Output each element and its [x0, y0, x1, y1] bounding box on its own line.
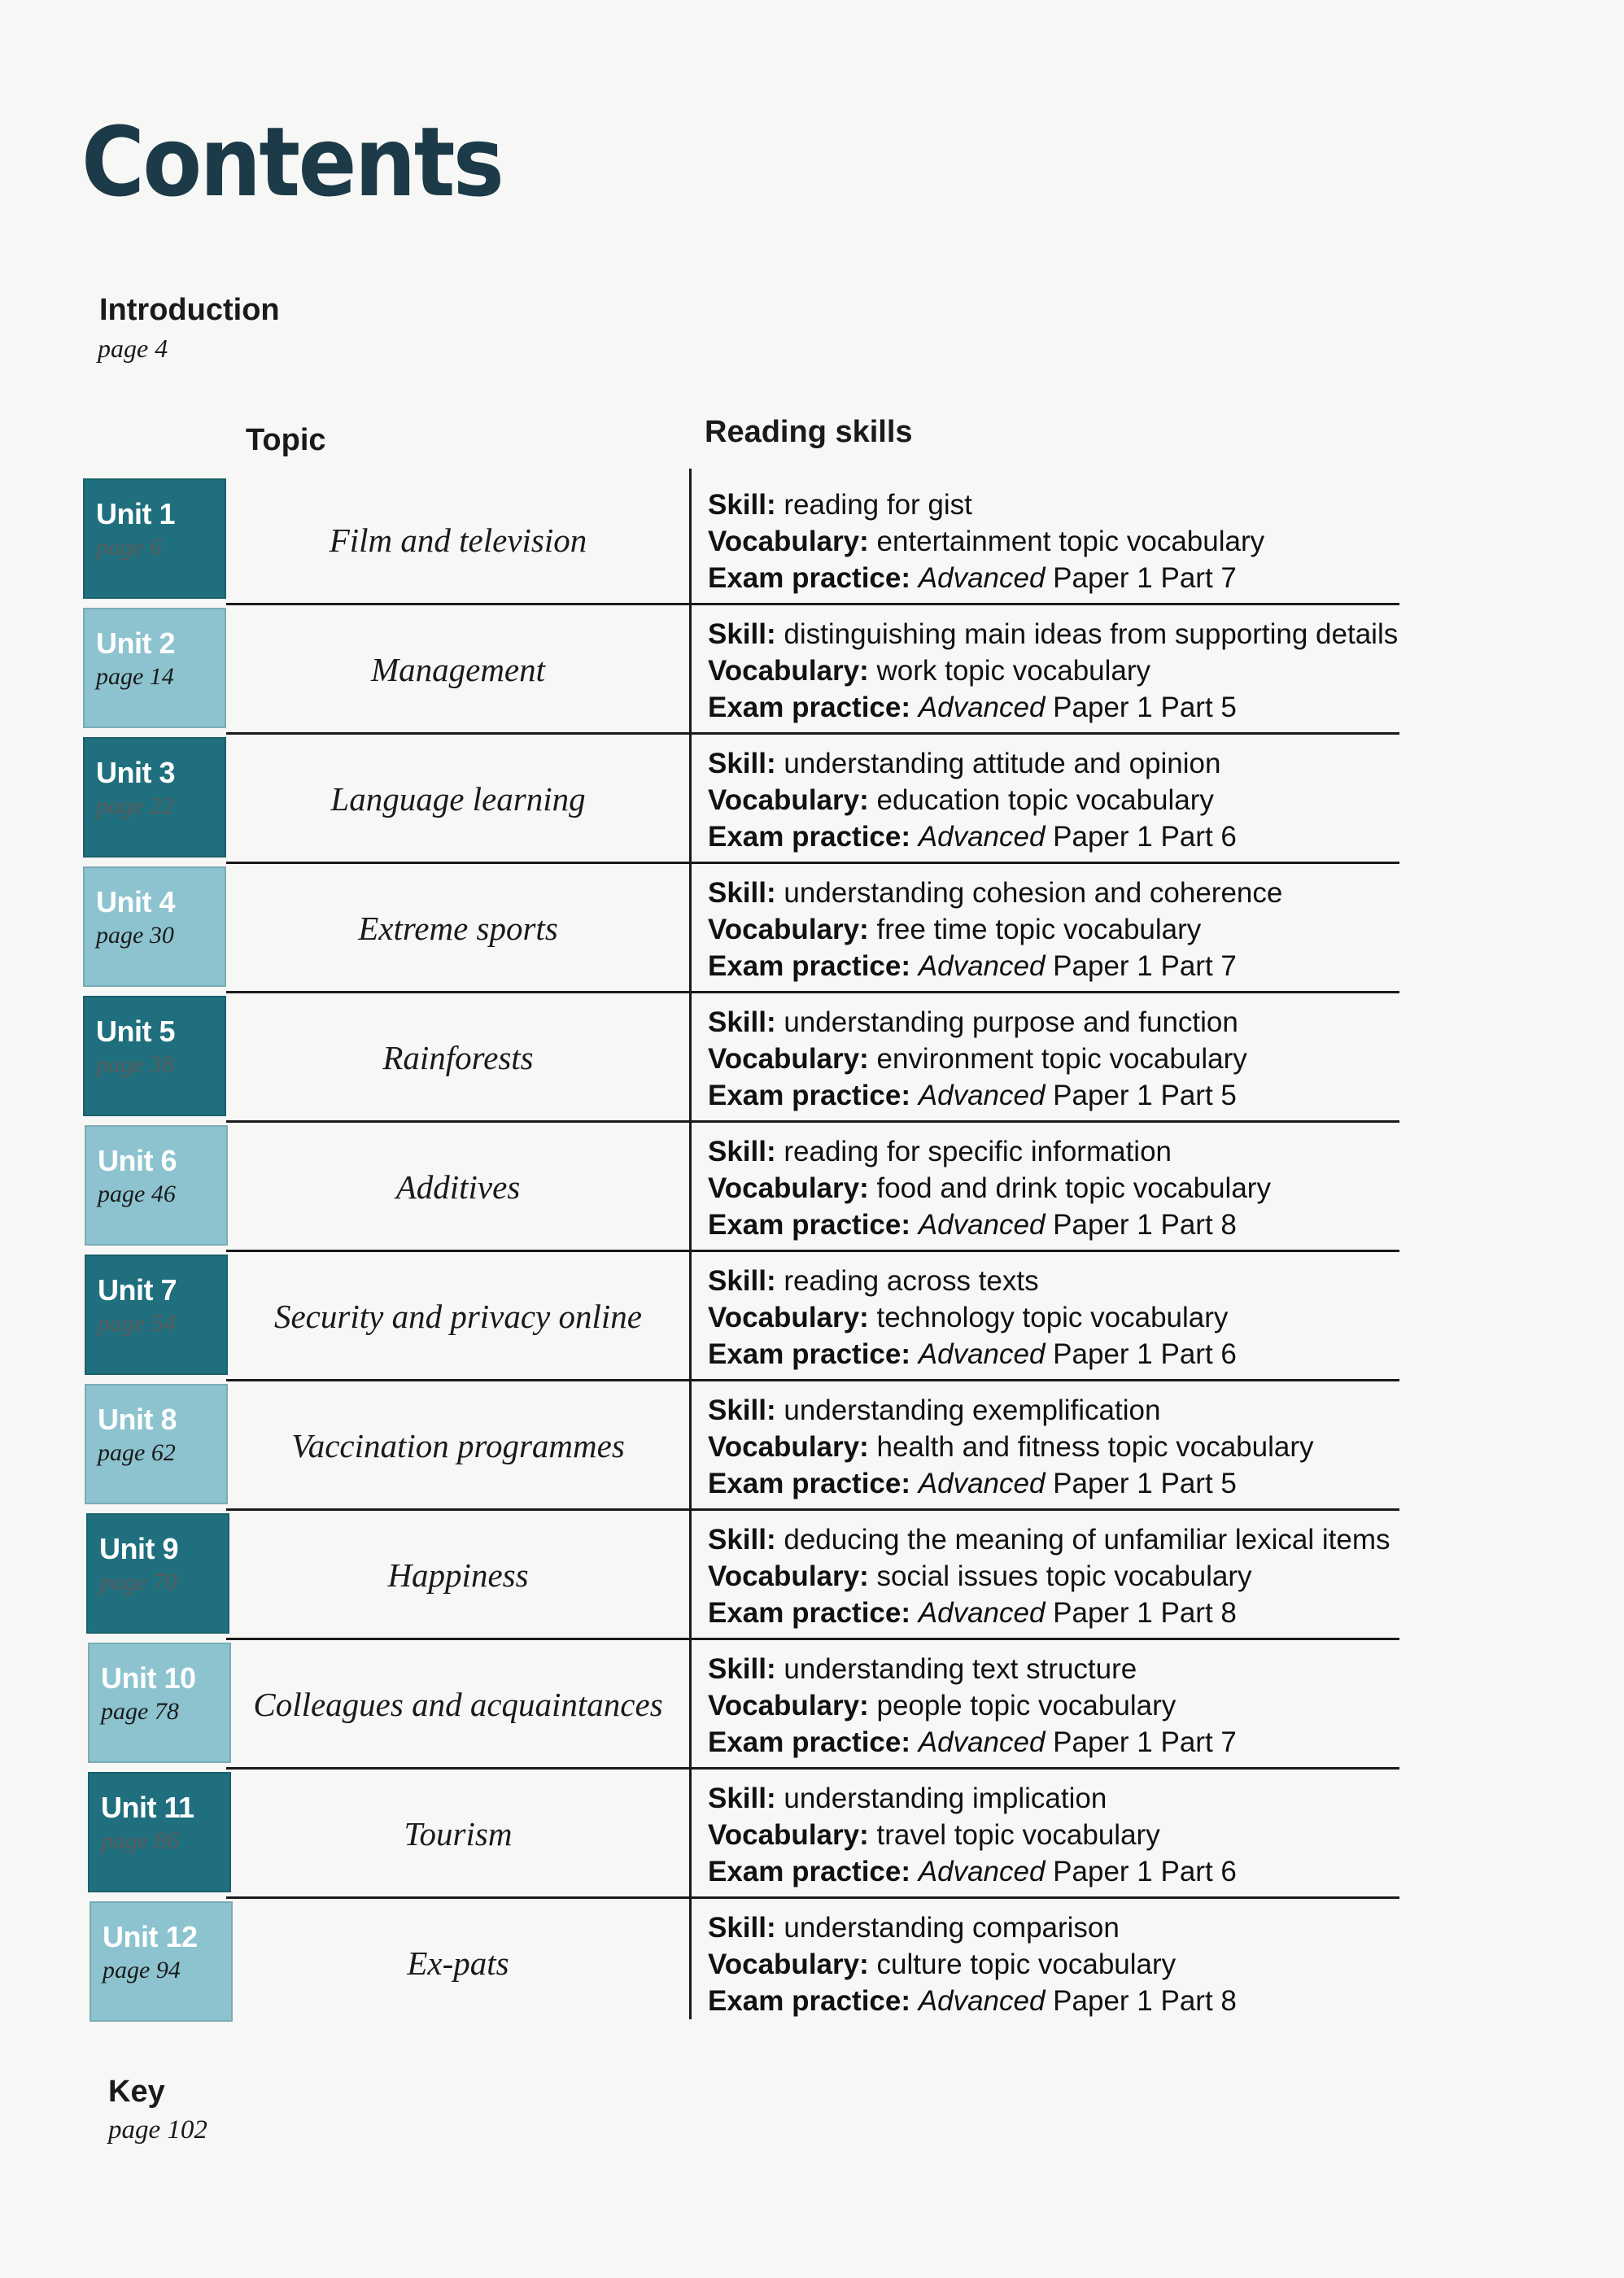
- vocabulary-label: Vocabulary:: [708, 526, 869, 557]
- skill-line: [708, 1651, 1562, 1687]
- unit-reading-skills: [708, 1780, 1562, 1890]
- unit-page: page 30: [96, 922, 174, 949]
- unit-label: Unit 3: [96, 756, 176, 789]
- unit-topic: Security and privacy online: [273, 1298, 642, 1335]
- vocabulary-line: [708, 1299, 1562, 1336]
- vocabulary-label: Vocabulary:: [708, 1949, 869, 1980]
- vocabulary-line: [708, 1041, 1562, 1077]
- skill-value: understanding attitude and opinion: [784, 748, 1221, 779]
- skill-line: [708, 1004, 1562, 1041]
- unit-label: Unit 4: [96, 885, 176, 919]
- unit-badge[interactable]: [83, 737, 226, 858]
- unit-reading-skills: [708, 1651, 1562, 1761]
- vocabulary-label: Vocabulary:: [708, 784, 869, 816]
- page-title: Contents: [81, 106, 503, 218]
- skill-value: distinguishing main ideas from supporting details: [784, 618, 1399, 650]
- skill-line: [708, 1909, 1562, 1946]
- exam-level: Advanced: [918, 562, 1046, 594]
- skill-label: Skill:: [708, 748, 776, 779]
- exam-practice-label: Exam practice:: [708, 950, 911, 982]
- exam-practice-line: [708, 1336, 1562, 1372]
- vocabulary-value: free time topic vocabulary: [876, 914, 1202, 945]
- skill-line: [708, 1521, 1562, 1558]
- unit-label: Unit 10: [101, 1661, 196, 1695]
- unit-reading-skills: [708, 1004, 1562, 1114]
- exam-level: Advanced: [918, 1726, 1046, 1758]
- exam-paper: Paper 1 Part 8: [1053, 1597, 1237, 1629]
- unit-badge[interactable]: [83, 866, 226, 987]
- exam-paper: Paper 1 Part 7: [1053, 562, 1237, 594]
- exam-paper: Paper 1 Part 6: [1053, 821, 1237, 853]
- unit-topic: Vaccination programmes: [291, 1427, 625, 1464]
- unit-label: Unit 11: [101, 1791, 194, 1824]
- exam-paper: Paper 1 Part 8: [1053, 1985, 1237, 2017]
- unit-label: Unit 7: [98, 1273, 177, 1307]
- reading-skills-column-header: Reading skills: [705, 415, 913, 449]
- skill-line: [708, 487, 1562, 523]
- vocabulary-label: Vocabulary:: [708, 1560, 869, 1592]
- unit-reading-skills: [708, 1133, 1562, 1243]
- unit-row[interactable]: [0, 1769, 1624, 1899]
- skill-label: Skill:: [708, 1006, 776, 1038]
- exam-practice-label: Exam practice:: [708, 821, 911, 853]
- vocabulary-value: entertainment topic vocabulary: [876, 526, 1265, 557]
- topic-column-header: Topic: [246, 423, 326, 457]
- skill-value: understanding implication: [784, 1783, 1107, 1814]
- unit-page: page 62: [98, 1439, 176, 1466]
- unit-row[interactable]: [0, 604, 1624, 735]
- skill-label: Skill:: [708, 489, 776, 521]
- unit-reading-skills: [708, 616, 1562, 726]
- vocabulary-line: [708, 523, 1562, 560]
- unit-reading-skills: [708, 1909, 1562, 2019]
- exam-practice-line: [708, 1983, 1562, 2019]
- unit-label: Unit 8: [98, 1403, 177, 1436]
- unit-row[interactable]: [0, 1251, 1624, 1381]
- unit-page: page 94: [103, 1957, 181, 1983]
- vocabulary-value: food and drink topic vocabulary: [876, 1172, 1271, 1204]
- exam-paper: Paper 1 Part 6: [1053, 1856, 1237, 1887]
- unit-label: Unit 9: [99, 1532, 179, 1565]
- unit-badge[interactable]: [83, 608, 226, 728]
- unit-row[interactable]: [0, 1381, 1624, 1511]
- vocabulary-line: [708, 1558, 1562, 1595]
- unit-row[interactable]: [0, 993, 1624, 1123]
- exam-level: Advanced: [918, 1209, 1046, 1241]
- unit-label: Unit 2: [96, 626, 176, 660]
- exam-practice-label: Exam practice:: [708, 1080, 911, 1111]
- exam-level: Advanced: [918, 1985, 1046, 2017]
- key-heading[interactable]: Key: [108, 2075, 165, 2109]
- unit-topic: Film and television: [329, 521, 587, 559]
- vocabulary-value: culture topic vocabulary: [876, 1949, 1177, 1980]
- unit-topic: Tourism: [404, 1815, 513, 1853]
- unit-topic: Happiness: [387, 1556, 529, 1594]
- unit-row[interactable]: [0, 1639, 1624, 1770]
- exam-paper: Paper 1 Part 7: [1053, 1726, 1237, 1758]
- skill-line: [708, 1263, 1562, 1299]
- unit-reading-skills: [708, 1392, 1562, 1502]
- vocabulary-line: [708, 911, 1562, 948]
- exam-practice-label: Exam practice:: [708, 692, 911, 723]
- skill-label: Skill:: [708, 618, 776, 650]
- introduction-page: page 4: [98, 334, 168, 363]
- exam-practice-label: Exam practice:: [708, 1597, 911, 1629]
- exam-practice-line: [708, 1077, 1562, 1114]
- vocabulary-label: Vocabulary:: [708, 655, 869, 687]
- unit-badge[interactable]: [85, 1384, 228, 1504]
- exam-level: Advanced: [918, 1856, 1046, 1887]
- unit-badge[interactable]: [85, 1125, 228, 1246]
- unit-page: page 78: [101, 1698, 179, 1725]
- unit-page: page 54: [98, 1310, 176, 1337]
- exam-level: Advanced: [918, 692, 1046, 723]
- unit-row[interactable]: [0, 1122, 1624, 1252]
- unit-badge[interactable]: [85, 1255, 228, 1375]
- skill-label: Skill:: [708, 1136, 776, 1167]
- vocabulary-label: Vocabulary:: [708, 914, 869, 945]
- exam-practice-label: Exam practice:: [708, 1338, 911, 1370]
- unit-reading-skills: [708, 875, 1562, 984]
- unit-page: page 38: [96, 1051, 174, 1078]
- exam-paper: Paper 1 Part 7: [1053, 950, 1237, 982]
- vocabulary-label: Vocabulary:: [708, 1043, 869, 1075]
- unit-page: page 22: [96, 792, 174, 819]
- exam-practice-line: [708, 1595, 1562, 1631]
- exam-practice-line: [708, 1724, 1562, 1761]
- skill-value: understanding purpose and function: [784, 1006, 1238, 1038]
- exam-practice-label: Exam practice:: [708, 1209, 911, 1241]
- vocabulary-line: [708, 1687, 1562, 1724]
- unit-row[interactable]: [0, 1898, 1624, 2028]
- exam-paper: Paper 1 Part 5: [1053, 692, 1237, 723]
- unit-reading-skills: [708, 1263, 1562, 1372]
- exam-practice-line: [708, 818, 1562, 855]
- exam-level: Advanced: [918, 821, 1046, 853]
- skill-line: [708, 616, 1562, 652]
- unit-row[interactable]: [0, 475, 1624, 605]
- unit-badge[interactable]: [88, 1772, 231, 1892]
- unit-reading-skills: [708, 487, 1562, 596]
- vocabulary-label: Vocabulary:: [708, 1690, 869, 1722]
- unit-badge[interactable]: [83, 996, 226, 1116]
- vocabulary-label: Vocabulary:: [708, 1431, 869, 1463]
- vocabulary-line: [708, 1946, 1562, 1983]
- vocabulary-value: social issues topic vocabulary: [876, 1560, 1252, 1592]
- unit-topic: Additives: [395, 1168, 521, 1206]
- vocabulary-value: technology topic vocabulary: [876, 1302, 1229, 1333]
- exam-practice-label: Exam practice:: [708, 562, 911, 594]
- vocabulary-line: [708, 1817, 1562, 1853]
- exam-paper: Paper 1 Part 5: [1053, 1080, 1237, 1111]
- vocabulary-value: people topic vocabulary: [876, 1690, 1177, 1722]
- skill-value: reading for gist: [784, 489, 972, 521]
- skill-line: [708, 1780, 1562, 1817]
- unit-page: page 46: [98, 1180, 176, 1207]
- vocabulary-value: travel topic vocabulary: [876, 1819, 1160, 1851]
- unit-topic: Ex-pats: [407, 1944, 509, 1982]
- skill-value: understanding text structure: [784, 1653, 1137, 1685]
- exam-practice-label: Exam practice:: [708, 1468, 911, 1499]
- unit-label: Unit 12: [103, 1920, 198, 1953]
- skill-value: understanding cohesion and coherence: [784, 877, 1283, 909]
- skill-label: Skill:: [708, 1653, 776, 1685]
- unit-label: Unit 6: [98, 1144, 177, 1177]
- skill-label: Skill:: [708, 1524, 776, 1556]
- exam-practice-line: [708, 1207, 1562, 1243]
- vocabulary-value: health and fitness topic vocabulary: [876, 1431, 1314, 1463]
- unit-page: page 14: [96, 663, 174, 690]
- skill-label: Skill:: [708, 877, 776, 909]
- exam-level: Advanced: [918, 1468, 1046, 1499]
- vocabulary-line: [708, 782, 1562, 818]
- exam-practice-label: Exam practice:: [708, 1856, 911, 1887]
- vocabulary-value: work topic vocabulary: [876, 655, 1151, 687]
- vocabulary-value: environment topic vocabulary: [876, 1043, 1247, 1075]
- unit-page: page 6: [96, 534, 162, 561]
- exam-practice-label: Exam practice:: [708, 1726, 911, 1758]
- skill-label: Skill:: [708, 1912, 776, 1944]
- unit-topic: Management: [370, 651, 546, 688]
- exam-practice-line: [708, 948, 1562, 984]
- vocabulary-label: Vocabulary:: [708, 1172, 869, 1204]
- introduction-heading[interactable]: Introduction: [99, 293, 280, 327]
- unit-reading-skills: [708, 745, 1562, 855]
- unit-label: Unit 1: [96, 497, 176, 530]
- unit-reading-skills: [708, 1521, 1562, 1631]
- exam-level: Advanced: [918, 950, 1046, 982]
- skill-value: reading across texts: [784, 1265, 1039, 1297]
- exam-practice-line: [708, 1853, 1562, 1890]
- unit-page: page 86: [101, 1827, 179, 1854]
- skill-line: [708, 875, 1562, 911]
- exam-level: Advanced: [918, 1597, 1046, 1629]
- skill-value: reading for specific information: [784, 1136, 1172, 1167]
- exam-paper: Paper 1 Part 6: [1053, 1338, 1237, 1370]
- exam-paper: Paper 1 Part 8: [1053, 1209, 1237, 1241]
- unit-label: Unit 5: [96, 1015, 176, 1048]
- unit-badge[interactable]: [86, 1513, 229, 1634]
- unit-badge[interactable]: [83, 478, 226, 599]
- unit-badge[interactable]: [89, 1901, 233, 2022]
- skill-line: [708, 1133, 1562, 1170]
- vocabulary-label: Vocabulary:: [708, 1302, 869, 1333]
- vocabulary-line: [708, 1429, 1562, 1465]
- exam-practice-line: [708, 1465, 1562, 1502]
- key-page: page 102: [108, 2115, 207, 2145]
- exam-practice-line: [708, 689, 1562, 726]
- skill-line: [708, 745, 1562, 782]
- exam-practice-line: [708, 560, 1562, 596]
- skill-value: deducing the meaning of unfamiliar lexical items: [784, 1524, 1390, 1556]
- unit-page: page 70: [99, 1569, 177, 1595]
- unit-topic: Rainforests: [382, 1039, 534, 1076]
- exam-level: Advanced: [918, 1080, 1046, 1111]
- unit-topic: Colleagues and acquaintances: [253, 1686, 663, 1723]
- unit-row[interactable]: [0, 863, 1624, 993]
- skill-label: Skill:: [708, 1783, 776, 1814]
- skill-label: Skill:: [708, 1394, 776, 1426]
- exam-level: Advanced: [918, 1338, 1046, 1370]
- vocabulary-line: [708, 1170, 1562, 1207]
- unit-row[interactable]: [0, 734, 1624, 864]
- exam-practice-label: Exam practice:: [708, 1985, 911, 2017]
- skill-value: understanding exemplification: [784, 1394, 1161, 1426]
- vocabulary-line: [708, 652, 1562, 689]
- skill-line: [708, 1392, 1562, 1429]
- skill-label: Skill:: [708, 1265, 776, 1297]
- unit-topic: Extreme sports: [358, 910, 558, 947]
- unit-row[interactable]: [0, 1510, 1624, 1640]
- unit-topic: Language learning: [330, 780, 586, 818]
- unit-badge[interactable]: [88, 1643, 231, 1763]
- vocabulary-value: education topic vocabulary: [876, 784, 1214, 816]
- exam-paper: Paper 1 Part 5: [1053, 1468, 1237, 1499]
- vocabulary-label: Vocabulary:: [708, 1819, 869, 1851]
- skill-value: understanding comparison: [784, 1912, 1120, 1944]
